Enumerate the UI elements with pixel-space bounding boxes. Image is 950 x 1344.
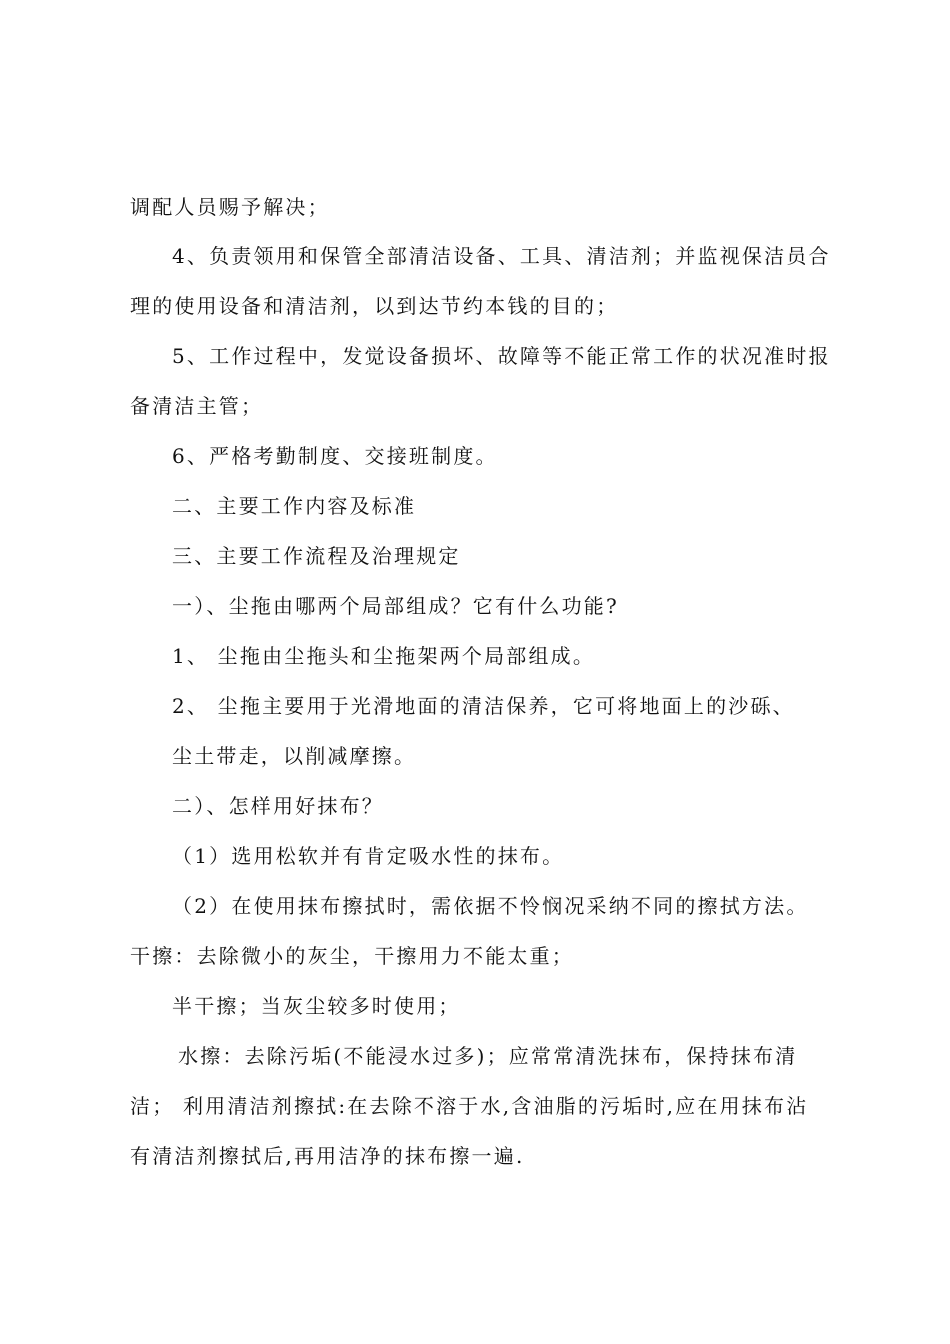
text-line: 理的使用设备和清洁剂，以到达节约本钱的目的；: [130, 294, 619, 318]
text-line: 半干擦；当灰尘较多时使用；: [172, 994, 461, 1018]
text-line: 4、负责领用和保管全部清洁设备、工具、清洁剂；并监视保洁员合: [172, 244, 831, 268]
subsection-heading: 一）、尘拖由哪两个局部组成？它有什么功能?: [172, 594, 619, 618]
text-line: （1）选用松软并有肯定吸水性的抹布。: [172, 844, 565, 868]
text-line: 干擦：去除微小的灰尘，干擦用力不能太重；: [130, 944, 574, 968]
text-line: 水擦：去除污垢(不能浸水过多)；应常常清洗抹布，保持抹布清: [178, 1044, 798, 1068]
text-line: （2）在使用抹布擦拭时，需依据不怜悯况采纳不同的擦拭方法。: [172, 894, 809, 918]
text-line: 6、严格考勤制度、交接班制度。: [172, 444, 498, 468]
section-heading: 二、主要工作内容及标准: [172, 494, 417, 518]
text-line: 有清洁剂擦拭后,再用洁净的抹布擦一遍.: [130, 1144, 525, 1168]
section-heading: 三、主要工作流程及治理规定: [172, 544, 461, 568]
text-line: 尘土带走，以削减摩擦。: [172, 744, 417, 768]
text-line: 2、 尘拖主要用于光滑地面的清洁保养，它可将地面上的沙砾、: [172, 694, 795, 718]
text-line: 5、工作过程中，发觉设备损坏、故障等不能正常工作的状况准时报: [172, 344, 831, 368]
text-line: 调配人员赐予解决；: [130, 195, 330, 219]
subsection-heading: 二）、怎样用好抹布？: [172, 794, 384, 818]
text-line: 洁； 利用清洁剂擦拭:在去除不溶于水,含油脂的污垢时,应在用抹布沾: [130, 1094, 809, 1118]
text-line: 1、 尘拖由尘拖头和尘拖架两个局部组成。: [172, 644, 596, 668]
text-line: 备清洁主管；: [130, 394, 264, 418]
